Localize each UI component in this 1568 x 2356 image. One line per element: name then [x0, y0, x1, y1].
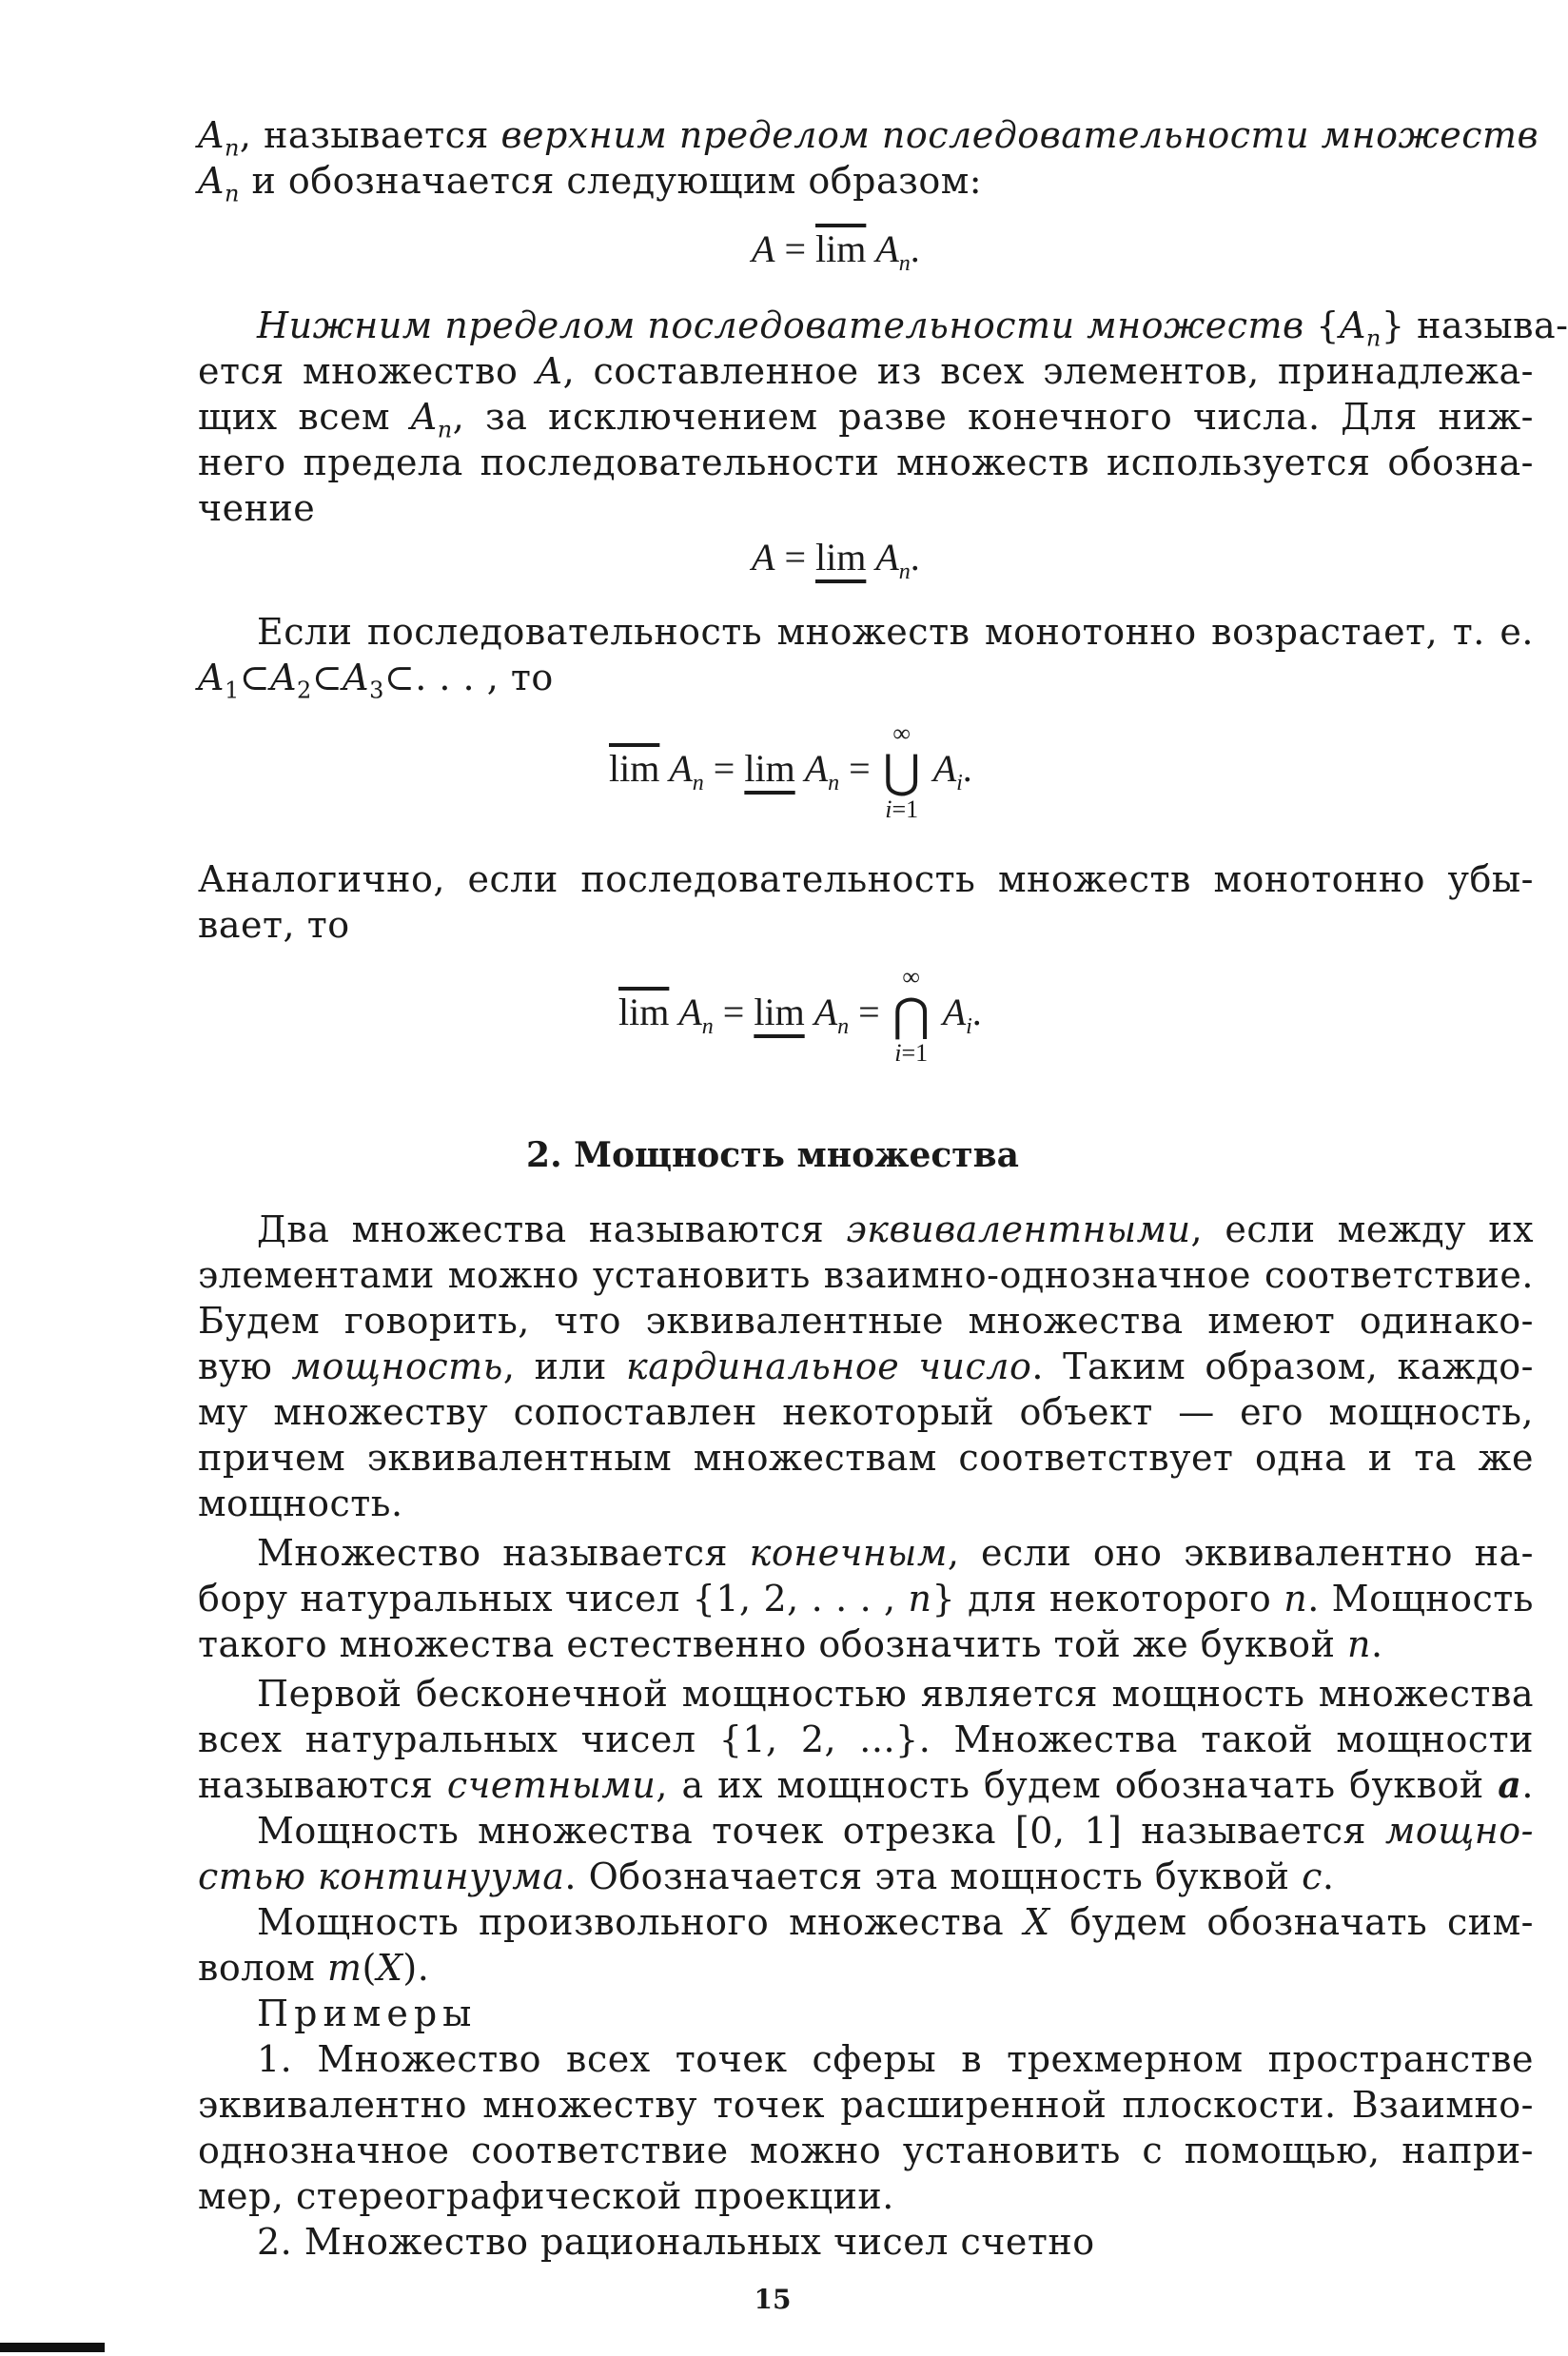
- text-line: Множество называется конечным, если оно эквивалентно на-: [257, 1532, 1534, 1574]
- text-line: Нижним пределом последовательности множеств $\{A_n\}$ называ-: [257, 304, 1568, 352]
- page-number: 15: [754, 2284, 792, 2315]
- text-line: эквивалентно множеству точек расширенной плоскости. Взаимно-: [198, 2084, 1534, 2126]
- text-line: причем эквивалентным множествам соответствует одна и та же: [198, 1437, 1534, 1479]
- text-line: бору натуральных чисел {1, 2, . . . , n} для некоторого n. Мощность: [198, 1578, 1534, 1620]
- text-line: Первой бесконечной мощностью является мощность множества: [257, 1673, 1534, 1715]
- text-line: му множеству сопоставлен некоторый объект — его мощность,: [198, 1391, 1534, 1433]
- formula-liminf: $A = \lim A_n$.: [752, 536, 920, 584]
- intersection-operator: ∞ ⋂ i=1: [892, 962, 931, 1067]
- section-heading: 2. Мощность множества: [526, 1135, 1019, 1175]
- text-line: такого множества естественно обозначить той же буквой n.: [198, 1623, 1383, 1665]
- text-line: 2. Множество рациональных чисел счетно: [257, 2221, 1095, 2263]
- text-line: Если последовательность множеств монотонно возрастает, т. е.: [257, 611, 1534, 653]
- text-line: щих всем $A_n$, за исключением разве конечного числа. Для ниж-: [198, 396, 1534, 443]
- formula-limsup: $A = \overline{lim}$ $A_n$.: [752, 227, 920, 276]
- text-line: Мощность произвольного множества X будем обозначать сим-: [257, 1901, 1534, 1943]
- text-line: ется множество A, составленное из всех элементов, принадлежа-: [198, 350, 1534, 392]
- text-line: волом m(X).: [198, 1947, 430, 1989]
- examples-label: Примеры: [257, 1993, 478, 2034]
- text-line: вает, то: [198, 904, 350, 946]
- text-line: Будем говорить, что эквивалентные множества имеют одинако-: [198, 1300, 1534, 1342]
- union-operator: ∞ ⋃ i=1: [883, 718, 921, 823]
- text-line: 1. Множество всех точек сферы в трехмерном пространстве: [257, 2038, 1534, 2080]
- text-line: чение: [198, 487, 316, 529]
- text-line: него предела последовательности множеств используется обозна-: [198, 442, 1534, 483]
- text-line: мощность.: [198, 1482, 403, 1524]
- scan-artifact: [0, 2343, 105, 2352]
- text-line: стью континуума. Обозначается эта мощность буквой c.: [198, 1855, 1335, 1897]
- text-line: всех натуральных чисел {1, 2, ...}. Множества такой мощности: [198, 1718, 1534, 1760]
- formula-union: $\overline{lim}$ $A_n = \lim A_n$ = ∞ ⋃ i=1 $A_i$.: [609, 718, 972, 823]
- text-line: называются счетными, а их мощность будем обозначать буквой a.: [198, 1763, 1534, 1806]
- text-line: вую мощность, или кардинальное число. Таким образом, каждо-: [198, 1345, 1534, 1387]
- text-line: $A_1\subset A_2\subset A_3\subset$. . . , то: [198, 657, 554, 704]
- text-line: элементами можно установить взаимно-однозначное соответствие.: [198, 1254, 1534, 1296]
- text-line: однозначное соответствие можно установить с помощью, напри-: [198, 2130, 1534, 2171]
- text-line: Аналогично, если последовательность множеств монотонно убы-: [198, 858, 1534, 900]
- text-line: $A_n$, называется верхним пределом последовательности множеств: [198, 114, 1539, 162]
- text-line: мер, стереографической проекции.: [198, 2175, 894, 2217]
- text-line: Два множества называются эквивалентными, если между их: [257, 1208, 1535, 1250]
- text-line: $A_n$ и обозначается следующим образом:: [198, 160, 983, 207]
- formula-intersection: $\overline{lim}$ $A_n = \lim A_n$ = ∞ ⋂ i=1 $A_i$.: [618, 962, 982, 1067]
- text-line: Мощность множества точек отрезка [0, 1] называется мощно-: [257, 1810, 1534, 1852]
